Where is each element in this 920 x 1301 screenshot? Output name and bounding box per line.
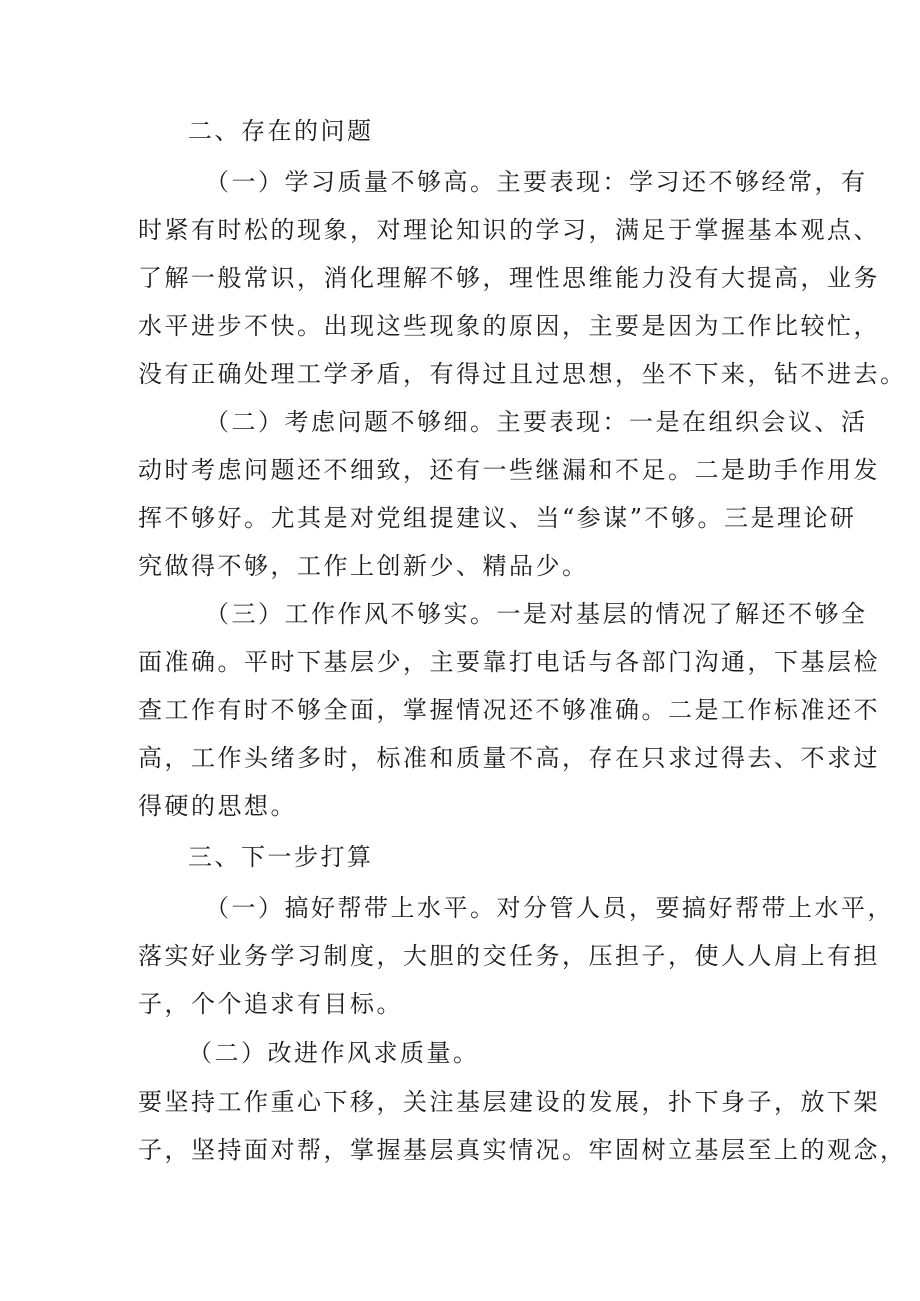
paragraph-line: 没有正确处理工学矛盾，有得过且过思想，坐不下来，钻不进去。 [138, 360, 907, 388]
paragraph-line: 要坚持工作重心下移，关注基层建设的发展，扑下身子，放下架 [138, 1088, 880, 1116]
paragraph-line: 查工作有时不够全面，掌握情况还不够准确。二是工作标准还不 [138, 696, 880, 724]
paragraph-line: 动时考虑问题还不细致，还有一些继漏和不足。二是助手作用发 [138, 456, 880, 484]
section-heading-problems: 二、存在的问题 [188, 117, 374, 145]
paragraph-line: 时紧有时松的现象，对理论知识的学习，满足于掌握基本观点、 [138, 216, 880, 244]
paragraph-line: 水平进步不快。出现这些现象的原因，主要是因为工作比较忙， [138, 312, 880, 340]
paragraph-line: 究做得不够，工作上创新少、精品少。 [138, 552, 589, 580]
paragraph-line: 得硬的思想。 [138, 792, 297, 820]
paragraph-line: 了解一般常识，消化理解不够，理性思维能力没有大提高，业务 [138, 264, 880, 292]
paragraph-line: （一）搞好帮带上水平。对分管人员，要搞好帮带上水平， [205, 894, 894, 922]
paragraph-line: 落实好业务学习制度，大胆的交任务，压担子，使人人肩上有担 [138, 942, 880, 970]
paragraph-line: （三）工作作风不够实。一是对基层的情况了解还不够全 [205, 600, 868, 628]
paragraph-line: 挥不够好。尤其是对党组提建议、当“参谋”不够。三是理论研 [138, 504, 857, 532]
paragraph-line: 子，个个追求有目标。 [138, 990, 403, 1018]
paragraph-line: 子，坚持面对帮，掌握基层真实情况。牢固树立基层至上的观念， [138, 1136, 907, 1164]
paragraph-line: （一）学习质量不够高。主要表现：学习还不够经常，有 [205, 168, 868, 196]
paragraph-line: 面准确。平时下基层少，主要靠打电话与各部门沟通，下基层检 [138, 648, 880, 676]
section-heading-next-steps: 三、下一步打算 [188, 843, 374, 871]
paragraph-subtitle: （二）改进作风求质量。 [188, 1039, 480, 1067]
paragraph-line: （二）考虑问题不够细。主要表现：一是在组织会议、活 [205, 408, 868, 436]
paragraph-line: 高，工作头绪多时，标准和质量不高，存在只求过得去、不求过 [138, 744, 880, 772]
